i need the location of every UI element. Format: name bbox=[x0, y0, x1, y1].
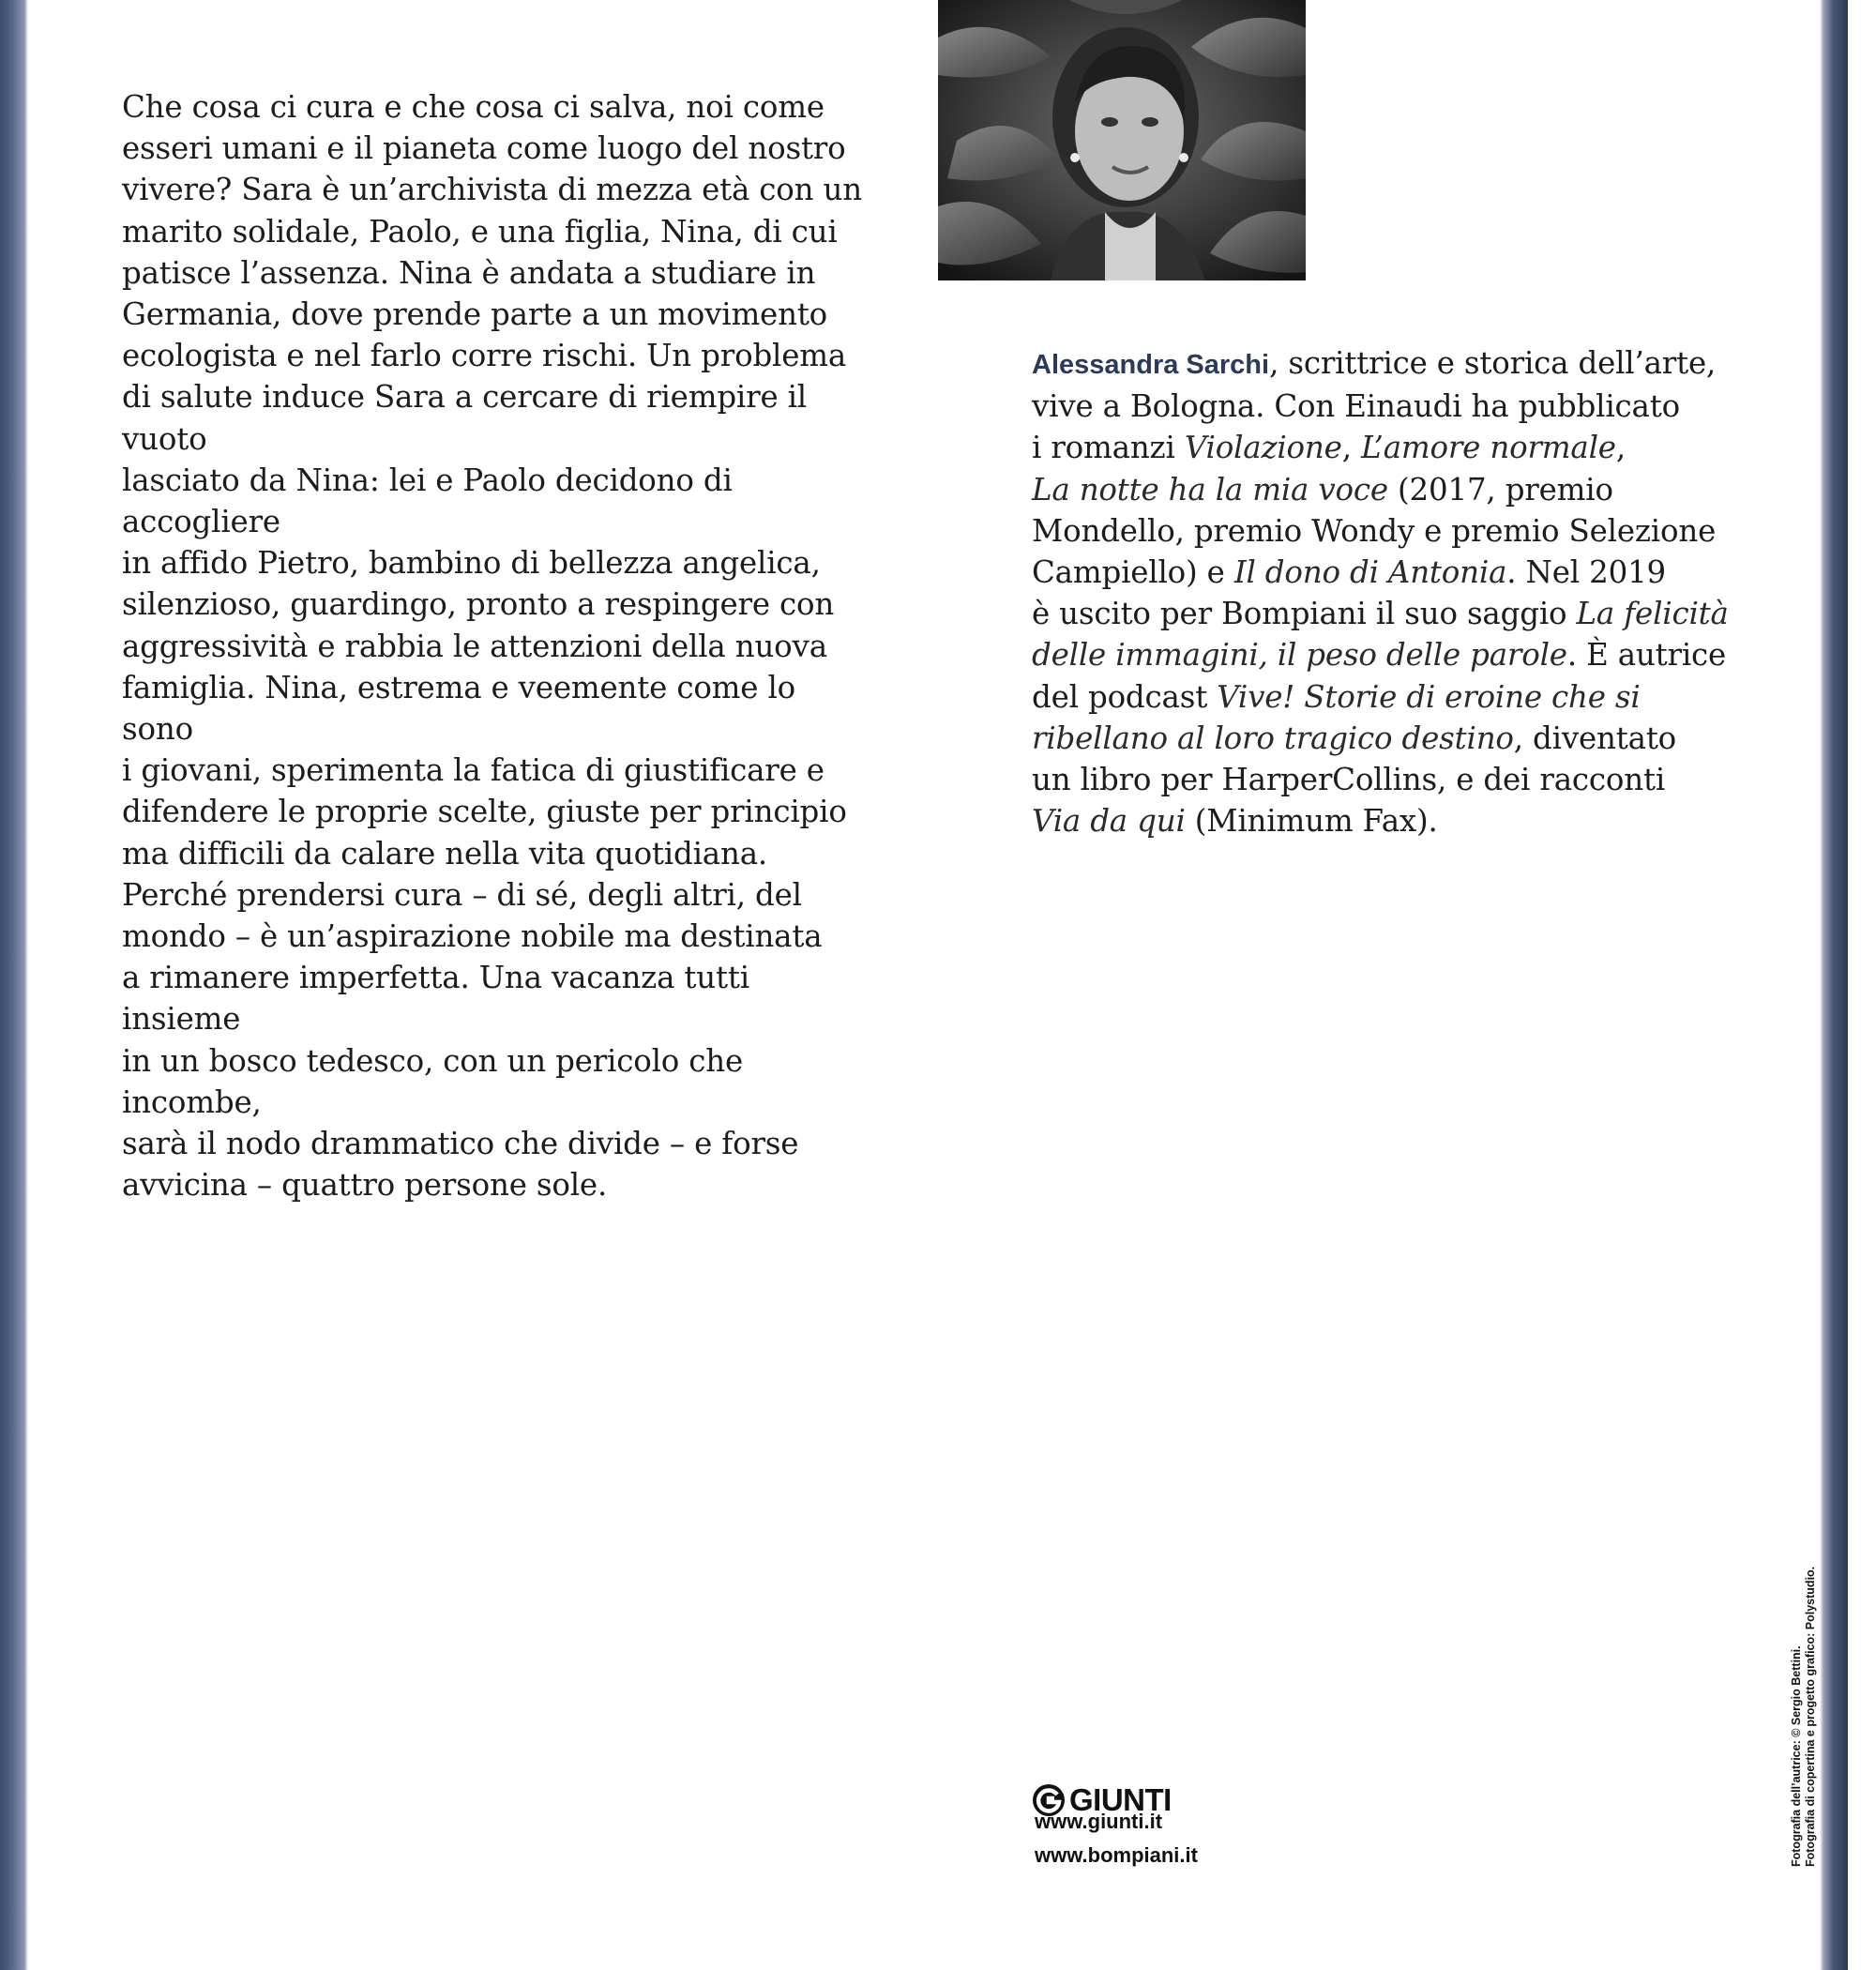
bio-text: i romanzi bbox=[1032, 430, 1185, 466]
bio-text: , bbox=[1615, 430, 1626, 466]
book-title: delle immagini, il peso delle parole bbox=[1032, 637, 1567, 674]
bio-text: . È autrice bbox=[1566, 637, 1727, 674]
giunti-website-link[interactable]: www.giunti.it bbox=[1035, 1810, 1163, 1833]
publisher-links bbox=[1035, 1805, 1198, 1872]
book-title: La felicità bbox=[1576, 596, 1729, 632]
author-bio bbox=[1032, 342, 1745, 841]
photo-credits bbox=[1790, 1567, 1818, 1867]
author-name: Alessandra Sarchi bbox=[1032, 350, 1270, 380]
cover-edge bbox=[1820, 0, 1848, 1970]
book-title: Violazione bbox=[1184, 430, 1342, 466]
podcast-title: Vive! Storie di eroine che si bbox=[1217, 678, 1641, 715]
book-title: L’amore normale bbox=[1360, 430, 1616, 466]
bio-text: Campiello) e bbox=[1032, 554, 1234, 591]
synopsis-text: Che cosa ci cura e che cosa ci salva, noi come esseri umani e il pianeta come luogo del nostro vivere? Sara è un’archivista di mezza età con un marito solidale, Paolo, e una figlia, Nina, di cui patisce l’assenza. Nina è andata a studiare in Germania, dove prende parte a un movimento ecologista e nel farlo corre rischi. Un problema di salute induce Sara a cercare di riempire il vuoto lasciato da Nina: lei e Paolo decidono di accogliere in affido Pietro, bambino di bellezza angelica, silenzioso, guardingo, pronto a respingere con aggressività e rabbia le attenzioni della nuova famiglia. Nina, estrema e veemente come lo sono i giovani, sperimenta la fatica di giustificare e difendere le proprie scelte, giuste per principio ma difficili da calare nella vita quotidiana. Perché prendersi cura – di sé, degli altri, del mondo – è un’aspirazione nobile ma destinata a rimanere imperfetta. Una vacanza tutti insieme in un bosco tedesco, con un pericolo che incombe, sarà il nodo drammatico che divide – e forse avvicina – quattro persone sole. bbox=[122, 89, 862, 1204]
book-title: Via da qui bbox=[1032, 803, 1186, 840]
author-portrait-image bbox=[938, 0, 1306, 280]
bio-text: del podcast bbox=[1032, 678, 1218, 715]
book-title: Il dono di Antonia bbox=[1233, 554, 1507, 591]
bio-text: un libro per HarperCollins, e dei racconti bbox=[1032, 762, 1666, 798]
bio-text: (Minimum Fax). bbox=[1185, 803, 1438, 840]
book-title: La notte ha la mia voce bbox=[1032, 471, 1388, 508]
publisher-name: GIUNTI bbox=[1069, 1782, 1172, 1817]
bompiani-website-link[interactable]: www.bompiani.it bbox=[1035, 1843, 1198, 1867]
podcast-title: ribellano al loro tragico destino bbox=[1032, 720, 1514, 756]
bio-text: , diventato bbox=[1513, 720, 1677, 756]
bio-text: , bbox=[1341, 430, 1361, 466]
bio-text: , scrittrice e storica dell’arte, bbox=[1269, 345, 1717, 381]
bio-text: vive a Bologna. Con Einaudi ha pubblicato bbox=[1032, 388, 1680, 425]
bio-text: . Nel 2019 bbox=[1506, 554, 1667, 591]
bio-text: Mondello, premio Wondy e premio Selezione bbox=[1032, 512, 1717, 549]
author-photo-credit: Fotografia dell’autrice: © Sergio Bettini. bbox=[1790, 1645, 1803, 1867]
bio-text: è uscito per Bompiani il suo saggio bbox=[1032, 596, 1577, 632]
bio-text: (2017, premio bbox=[1387, 471, 1613, 508]
cover-design-credit: Fotografia di copertina e progetto grafico: Polystudio. bbox=[1804, 1566, 1817, 1867]
author-photo bbox=[938, 0, 1306, 280]
